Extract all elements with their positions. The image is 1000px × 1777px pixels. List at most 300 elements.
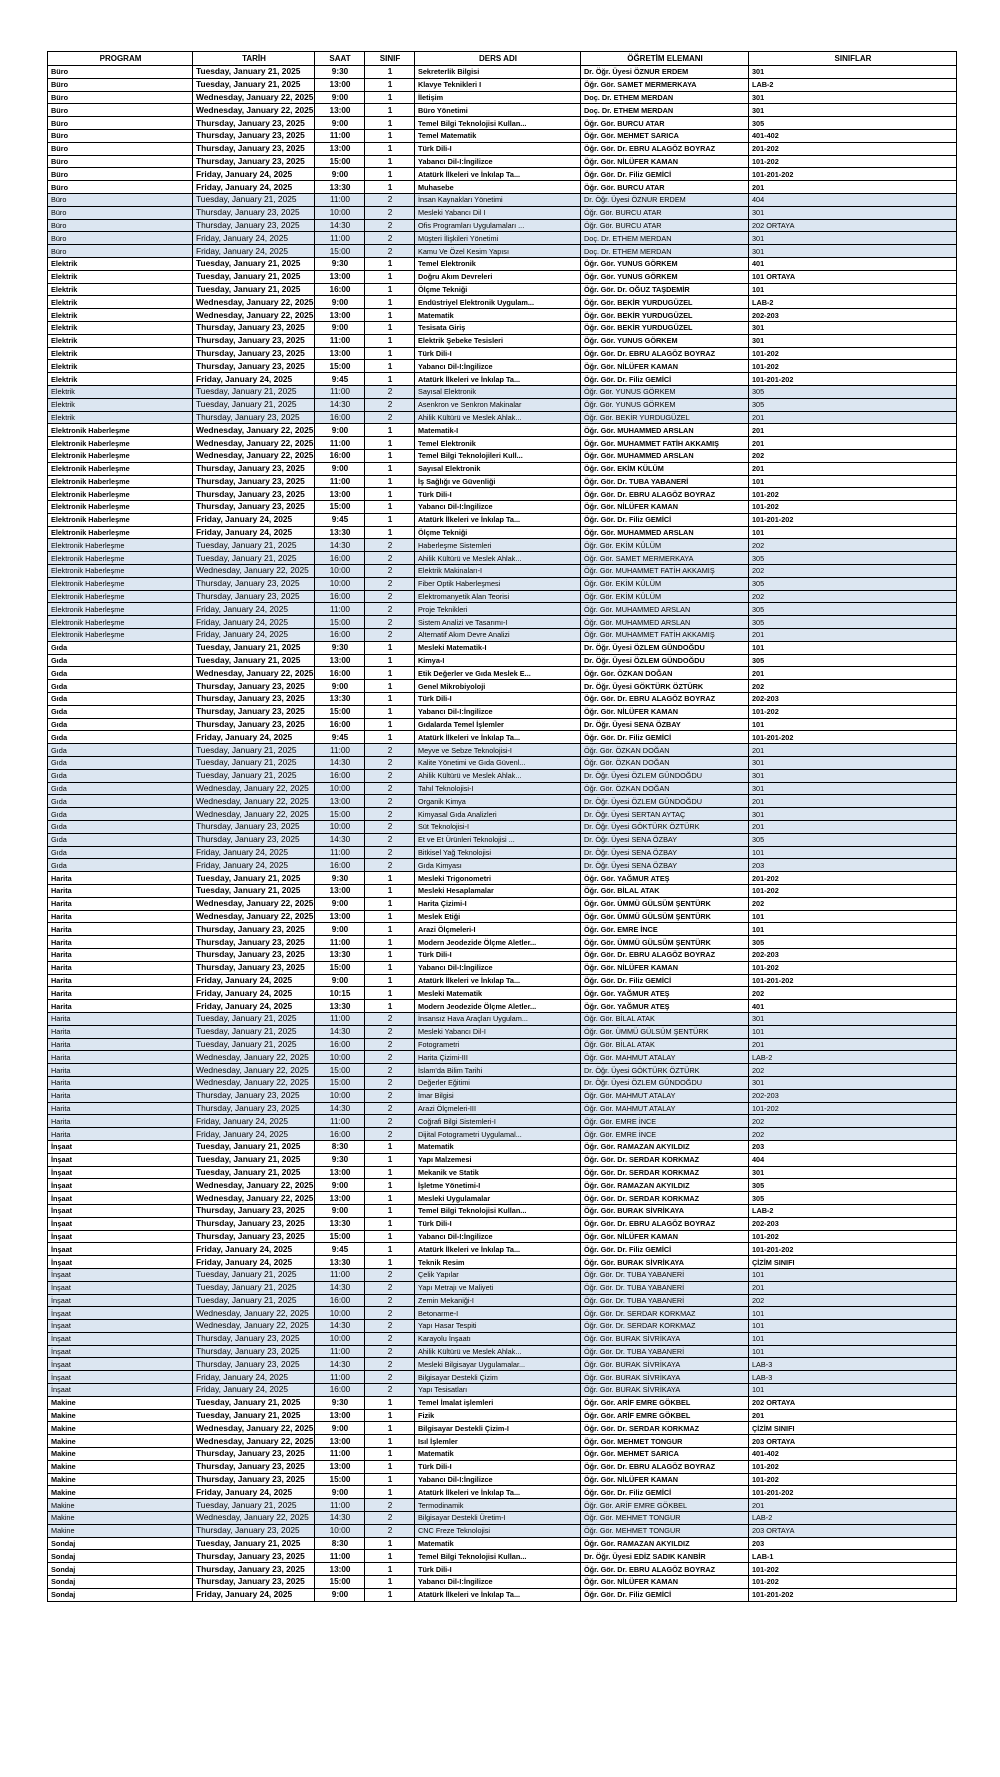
table-row [48,680,957,693]
cell-course: Süt Teknolojisi-I [415,821,581,834]
cell-program: Elektronik Haberleşme [48,616,193,629]
cell-rooms: LAB-2 [749,1051,957,1064]
cell-time: 11:00 [315,1448,365,1461]
cell-course: Kamu Ve Özel Kesim Yapısı [415,245,581,258]
cell-date: Wednesday, January 22, 2025 [193,91,315,104]
cell-date: Friday, January 24, 2025 [193,168,315,181]
cell-program: Elektronik Haberleşme [48,526,193,539]
cell-date: Friday, January 24, 2025 [193,1256,315,1269]
cell-course: Harita Çizimi-III [415,1051,581,1064]
cell-class-year: 1 [365,1576,415,1589]
cell-class-year: 1 [365,1204,415,1217]
cell-rooms: 202 ORTAYA [749,219,957,232]
cell-rooms: 305 [749,936,957,949]
cell-course: Temel Matematik [415,129,581,142]
cell-course: İnsansız Hava Araçları Uygulam... [415,1012,581,1025]
cell-date: Thursday, January 23, 2025 [193,705,315,718]
cell-class-year: 2 [365,1499,415,1512]
cell-class-year: 1 [365,1588,415,1601]
cell-program: Büro [48,142,193,155]
header-row [48,52,957,66]
table-row [48,283,957,296]
cell-instructor: Öğr. Gör. BURCU ATAR [581,181,749,194]
cell-instructor: Öğr. Gör. Dr. Filiz GEMİCİ [581,1588,749,1601]
table-row [48,309,957,322]
cell-rooms: 301 [749,232,957,245]
cell-instructor: Öğr. Gör. NİLÜFER KAMAN [581,705,749,718]
table-row [48,885,957,898]
cell-class-year: 2 [365,1115,415,1128]
cell-date: Thursday, January 23, 2025 [193,1345,315,1358]
table-row [48,1358,957,1371]
cell-date: Wednesday, January 22, 2025 [193,1512,315,1525]
cell-program: Elektrik [48,373,193,386]
cell-program: Elektrik [48,334,193,347]
cell-rooms: 101-202 [749,501,957,514]
cell-date: Friday, January 24, 2025 [193,1588,315,1601]
cell-time: 15:00 [315,245,365,258]
cell-course: Zemin Mekaniği-I [415,1294,581,1307]
cell-course: İslam'da Bilim Tarihi [415,1064,581,1077]
table-row [48,808,957,821]
cell-class-year: 1 [365,885,415,898]
cell-date: Friday, January 24, 2025 [193,1000,315,1013]
cell-date: Tuesday, January 21, 2025 [193,398,315,411]
cell-instructor: Öğr. Gör. Dr. Filiz GEMİCİ [581,1243,749,1256]
cell-rooms: 202 [749,680,957,693]
cell-course: Sistem Analizi ve Tasarımı-I [415,616,581,629]
cell-instructor: Öğr. Gör. YUNUS GÖRKEM [581,334,749,347]
cell-program: İnşaat [48,1230,193,1243]
cell-class-year: 2 [365,245,415,258]
cell-date: Tuesday, January 21, 2025 [193,1025,315,1038]
cell-course: Sekreterlik Bilgisi [415,66,581,79]
cell-time: 13:00 [315,654,365,667]
exam-schedule-table [47,51,957,1602]
cell-date: Thursday, January 23, 2025 [193,155,315,168]
cell-class-year: 1 [365,948,415,961]
cell-course: Muhasebe [415,181,581,194]
table-row [48,603,957,616]
cell-time: 11:00 [315,1345,365,1358]
cell-date: Tuesday, January 21, 2025 [193,78,315,91]
cell-time: 16:00 [315,629,365,642]
cell-course: Elektrik Şebeke Tesisleri [415,334,581,347]
cell-time: 13:30 [315,1217,365,1230]
cell-program: İnşaat [48,1204,193,1217]
cell-time: 11:00 [315,936,365,949]
cell-time: 10:00 [315,821,365,834]
cell-class-year: 1 [365,1179,415,1192]
cell-class-year: 1 [365,449,415,462]
cell-program: Harita [48,1000,193,1013]
table-row [48,1576,957,1589]
cell-instructor: Öğr. Gör. Dr. TUBA YABANERİ [581,1294,749,1307]
cell-time: 9:45 [315,513,365,526]
cell-program: Gıda [48,705,193,718]
cell-class-year: 1 [365,526,415,539]
cell-date: Tuesday, January 21, 2025 [193,539,315,552]
cell-instructor: Öğr. Gör. MUHAMMED ARSLAN [581,603,749,616]
table-row [48,1294,957,1307]
table-row [48,321,957,334]
cell-rooms: 201-202 [749,872,957,885]
cell-date: Wednesday, January 22, 2025 [193,104,315,117]
cell-instructor: Doç. Dr. ETHEM MERDAN [581,245,749,258]
cell-instructor: Dr. Öğr. Üyesi ÖZNUR ERDEM [581,193,749,206]
table-row [48,1230,957,1243]
cell-date: Wednesday, January 22, 2025 [193,782,315,795]
cell-time: 13:00 [315,347,365,360]
cell-course: Asenkron ve Senkron Makinalar [415,398,581,411]
cell-course: İş Sağlığı ve Güvenliği [415,475,581,488]
cell-rooms: 305 [749,1192,957,1205]
cell-instructor: Öğr. Gör. ARİF EMRE GÖKBEL [581,1499,749,1512]
cell-rooms: 203 [749,1140,957,1153]
table-row [48,731,957,744]
cell-time: 9:00 [315,1486,365,1499]
cell-time: 10:00 [315,565,365,578]
cell-time: 10:00 [315,1051,365,1064]
cell-instructor: Öğr. Gör. MUHAMMET FATİH AKKAMIŞ [581,437,749,450]
cell-instructor: Öğr. Gör. Dr. EBRU ALAGÖZ BOYRAZ [581,693,749,706]
cell-time: 9:00 [315,897,365,910]
cell-program: İnşaat [48,1320,193,1333]
table-row [48,219,957,232]
cell-time: 15:00 [315,705,365,718]
cell-course: Değerler Eğitimi [415,1076,581,1089]
cell-program: Makine [48,1396,193,1409]
cell-time: 9:00 [315,1422,365,1435]
table-row [48,1281,957,1294]
cell-time: 16:00 [315,769,365,782]
table-row [48,257,957,270]
cell-instructor: Öğr. Gör. YAĞMUR ATEŞ [581,872,749,885]
cell-program: İnşaat [48,1243,193,1256]
cell-program: Elektrik [48,296,193,309]
cell-rooms: 101 [749,1320,957,1333]
cell-instructor: Öğr. Gör. Dr. EBRU ALAGÖZ BOYRAZ [581,948,749,961]
table-row [48,129,957,142]
cell-class-year: 2 [365,232,415,245]
cell-program: Elektronik Haberleşme [48,565,193,578]
cell-program: İnşaat [48,1153,193,1166]
cell-course: İmar Bilgisi [415,1089,581,1102]
table-row [48,1089,957,1102]
cell-date: Friday, January 24, 2025 [193,1115,315,1128]
cell-class-year: 1 [365,641,415,654]
cell-date: Tuesday, January 21, 2025 [193,66,315,79]
cell-course: İşletme Yönetimi-I [415,1179,581,1192]
cell-rooms: 202 [749,1064,957,1077]
cell-instructor: Öğr. Gör. YUNUS GÖRKEM [581,398,749,411]
cell-time: 10:00 [315,1307,365,1320]
cell-date: Friday, January 24, 2025 [193,1486,315,1499]
cell-instructor: Öğr. Gör. ARİF EMRE GÖKBEL [581,1396,749,1409]
table-row [48,424,957,437]
cell-program: Gıda [48,680,193,693]
cell-rooms: 101-201-202 [749,1588,957,1601]
cell-instructor: Dr. Öğr. Üyesi ÖZLEM GÜNDOĞDU [581,1076,749,1089]
cell-time: 9:00 [315,168,365,181]
cell-course: Türk Dili-I [415,347,581,360]
cell-program: Harita [48,910,193,923]
cell-program: İnşaat [48,1281,193,1294]
cell-program: Harita [48,1076,193,1089]
cell-time: 9:00 [315,974,365,987]
cell-date: Thursday, January 23, 2025 [193,411,315,424]
cell-program: Büro [48,232,193,245]
table-row [48,590,957,603]
cell-time: 13:30 [315,693,365,706]
cell-program: Makine [48,1422,193,1435]
cell-rooms: 202 [749,1294,957,1307]
cell-date: Tuesday, January 21, 2025 [193,1038,315,1051]
cell-program: Elektrik [48,257,193,270]
cell-rooms: 101-202 [749,488,957,501]
cell-time: 11:00 [315,1115,365,1128]
cell-rooms: 202 [749,590,957,603]
cell-rooms: 201-202 [749,142,957,155]
cell-date: Wednesday, January 22, 2025 [193,910,315,923]
cell-course: Meyve ve Sebze Teknolojisi-I [415,744,581,757]
cell-date: Tuesday, January 21, 2025 [193,1409,315,1422]
cell-class-year: 1 [365,1409,415,1422]
cell-class-year: 1 [365,1460,415,1473]
cell-rooms: 201 [749,744,957,757]
cell-time: 13:00 [315,1563,365,1576]
cell-program: İnşaat [48,1166,193,1179]
cell-time: 14:30 [315,398,365,411]
cell-time: 14:30 [315,1281,365,1294]
cell-course: Doğru Akım Devreleri [415,270,581,283]
cell-program: Makine [48,1486,193,1499]
cell-date: Friday, January 24, 2025 [193,974,315,987]
cell-rooms: LAB-3 [749,1358,957,1371]
cell-time: 13:00 [315,270,365,283]
cell-class-year: 1 [365,1000,415,1013]
cell-course: Temel Elektronik [415,437,581,450]
cell-date: Tuesday, January 21, 2025 [193,1499,315,1512]
table-row [48,1550,957,1563]
cell-instructor: Öğr. Gör. MEHMET SARICA [581,1448,749,1461]
cell-class-year: 2 [365,206,415,219]
cell-class-year: 2 [365,1089,415,1102]
cell-course: Temel Bilgi Teknolojisi Kullan... [415,1204,581,1217]
table-row [48,1256,957,1269]
table-row [48,1115,957,1128]
cell-date: Friday, January 24, 2025 [193,373,315,386]
cell-program: Gıda [48,859,193,872]
cell-course: Temel Bilgi Teknolojisi Kullan... [415,1550,581,1563]
table-row [48,270,957,283]
cell-time: 10:00 [315,577,365,590]
cell-instructor: Öğr. Gör. BURAK SİVRİKAYA [581,1371,749,1384]
cell-rooms: 202 [749,539,957,552]
cell-rooms: 101-201-202 [749,974,957,987]
cell-class-year: 1 [365,923,415,936]
cell-date: Friday, January 24, 2025 [193,987,315,1000]
cell-date: Wednesday, January 22, 2025 [193,1051,315,1064]
cell-class-year: 1 [365,117,415,130]
cell-instructor: Öğr. Gör. Dr. Filiz GEMİCİ [581,1486,749,1499]
cell-instructor: Öğr. Gör. EKİM KÜLÜM [581,462,749,475]
table-row [48,1345,957,1358]
cell-instructor: Öğr. Gör. MUHAMMED ARSLAN [581,526,749,539]
cell-time: 13:00 [315,1192,365,1205]
cell-class-year: 1 [365,270,415,283]
cell-program: Harita [48,1012,193,1025]
table-row [48,1012,957,1025]
cell-instructor: Öğr. Gör. MUHAMMET FATİH AKKAMIŞ [581,565,749,578]
cell-class-year: 1 [365,155,415,168]
cell-rooms: 301 [749,757,957,770]
table-row [48,1166,957,1179]
cell-course: Mesleki Yabancı Dil I [415,206,581,219]
cell-class-year: 1 [365,1550,415,1563]
cell-class-year: 1 [365,693,415,706]
table-row [48,705,957,718]
cell-rooms: 202 [749,565,957,578]
cell-date: Thursday, January 23, 2025 [193,1332,315,1345]
cell-date: Tuesday, January 21, 2025 [193,769,315,782]
cell-time: 9:30 [315,872,365,885]
cell-program: Sondaj [48,1537,193,1550]
cell-rooms: 202 [749,987,957,1000]
cell-course: Sayısal Elektronik [415,385,581,398]
cell-instructor: Dr. Öğr. Üyesi GÖKTÜRK ÖZTÜRK [581,1064,749,1077]
cell-date: Thursday, January 23, 2025 [193,501,315,514]
cell-date: Thursday, January 23, 2025 [193,1358,315,1371]
table-row [48,897,957,910]
cell-course: Tahıl Teknolojisi-I [415,782,581,795]
cell-program: Harita [48,885,193,898]
cell-date: Tuesday, January 21, 2025 [193,885,315,898]
cell-rooms: 101 [749,641,957,654]
cell-date: Tuesday, January 21, 2025 [193,1294,315,1307]
cell-program: Büro [48,117,193,130]
cell-time: 13:30 [315,1000,365,1013]
cell-course: Atatürk İlkeleri ve İnkılap Ta... [415,1243,581,1256]
cell-course: Et ve Et Ürünleri Teknolojisi ... [415,833,581,846]
cell-rooms: 101 [749,718,957,731]
cell-course: Yabancı Dil-I:İngilizce [415,501,581,514]
cell-course: Klavye Teknikleri I [415,78,581,91]
cell-class-year: 1 [365,142,415,155]
cell-program: İnşaat [48,1384,193,1397]
cell-instructor: Öğr. Gör. EMRE İNCE [581,923,749,936]
cell-class-year: 2 [365,1320,415,1333]
cell-class-year: 2 [365,1371,415,1384]
cell-instructor: Dr. Öğr. Üyesi SENA ÖZBAY [581,718,749,731]
table-row [48,1038,957,1051]
cell-date: Wednesday, January 22, 2025 [193,1192,315,1205]
cell-course: Matematik [415,1140,581,1153]
cell-rooms: 401-402 [749,1448,957,1461]
cell-rooms: 202 [749,897,957,910]
cell-program: Harita [48,923,193,936]
cell-class-year: 1 [365,1435,415,1448]
header-course: DERS ADI [415,52,581,66]
cell-rooms: 202-203 [749,1217,957,1230]
cell-time: 9:30 [315,66,365,79]
cell-instructor: Öğr. Gör. MEHMET TONGUR [581,1435,749,1448]
cell-time: 11:00 [315,1499,365,1512]
cell-date: Tuesday, January 21, 2025 [193,872,315,885]
cell-class-year: 2 [365,616,415,629]
cell-time: 9:30 [315,641,365,654]
cell-class-year: 2 [365,1025,415,1038]
cell-time: 13:00 [315,1435,365,1448]
cell-class-year: 2 [365,577,415,590]
cell-date: Tuesday, January 21, 2025 [193,654,315,667]
cell-class-year: 1 [365,321,415,334]
cell-date: Wednesday, January 22, 2025 [193,897,315,910]
cell-rooms: 201 [749,181,957,194]
cell-rooms: 301 [749,808,957,821]
cell-date: Friday, January 24, 2025 [193,245,315,258]
cell-rooms: 201 [749,462,957,475]
table-row [48,1217,957,1230]
cell-rooms: 101-202 [749,885,957,898]
cell-program: İnşaat [48,1217,193,1230]
cell-rooms: 101-202 [749,1473,957,1486]
table-row [48,66,957,79]
cell-time: 9:00 [315,321,365,334]
cell-program: Makine [48,1524,193,1537]
cell-date: Wednesday, January 22, 2025 [193,437,315,450]
cell-instructor: Öğr. Gör. NİLÜFER KAMAN [581,1576,749,1589]
table-row [48,1268,957,1281]
cell-course: Türk Dili-I [415,1217,581,1230]
cell-program: Elektronik Haberleşme [48,629,193,642]
cell-rooms: 101 [749,526,957,539]
cell-date: Tuesday, January 21, 2025 [193,1281,315,1294]
cell-instructor: Öğr. Gör. ÖZKAN DOĞAN [581,744,749,757]
cell-program: İnşaat [48,1179,193,1192]
cell-program: Elektronik Haberleşme [48,577,193,590]
cell-class-year: 2 [365,1064,415,1077]
cell-instructor: Öğr. Gör. RAMAZAN AKYILDIZ [581,1140,749,1153]
cell-date: Wednesday, January 22, 2025 [193,1064,315,1077]
table-row [48,1102,957,1115]
cell-instructor: Öğr. Gör. Dr. SERDAR KORKMAZ [581,1166,749,1179]
cell-course: Atatürk İlkeleri ve İnkılap Ta... [415,168,581,181]
table-row [48,1588,957,1601]
cell-program: Büro [48,78,193,91]
cell-program: Büro [48,155,193,168]
cell-time: 16:00 [315,1038,365,1051]
cell-course: Matematik [415,1537,581,1550]
cell-time: 8:30 [315,1140,365,1153]
table-row [48,1524,957,1537]
cell-rooms: 101-202 [749,360,957,373]
cell-program: Büro [48,245,193,258]
cell-rooms: 203 ORTAYA [749,1435,957,1448]
cell-rooms: 401 [749,257,957,270]
cell-date: Friday, January 24, 2025 [193,603,315,616]
table-row [48,181,957,194]
cell-instructor: Öğr. Gör. YUNUS GÖRKEM [581,270,749,283]
cell-program: Gıda [48,757,193,770]
table-row [48,1448,957,1461]
cell-class-year: 1 [365,475,415,488]
cell-class-year: 2 [365,603,415,616]
cell-class-year: 2 [365,744,415,757]
cell-instructor: Öğr. Gör. MEHMET SARICA [581,129,749,142]
cell-class-year: 1 [365,731,415,744]
cell-course: Yabancı Dil-I:İngilizce [415,961,581,974]
